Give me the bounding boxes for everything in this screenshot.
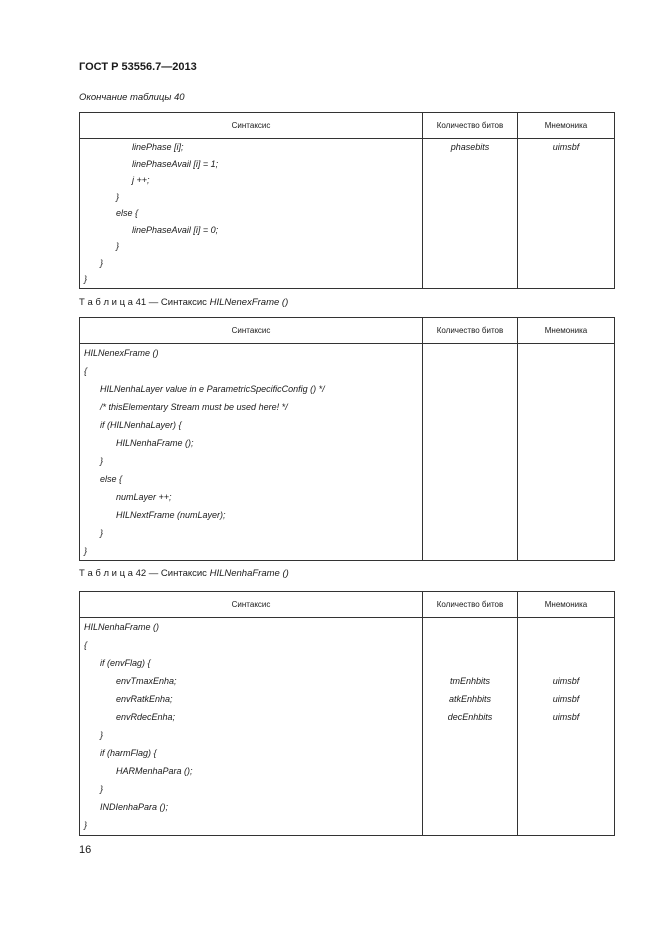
column-header-bits: Количество битов xyxy=(423,113,518,139)
table-41 xyxy=(79,317,615,561)
mnemonic-value xyxy=(518,798,614,816)
mnemonic-value: uimsbf xyxy=(552,142,580,152)
mnemonic-value xyxy=(518,618,614,636)
mnemonic-value xyxy=(518,362,614,380)
column-header-mnemonic: Мнемоника xyxy=(518,318,615,344)
bits-value xyxy=(423,416,517,434)
bits-value xyxy=(423,488,517,506)
syntax-line: if (harmFlag) { xyxy=(100,748,157,758)
syntax-line: envRatkEnha; xyxy=(116,694,173,704)
column-header-syntax: Синтаксис xyxy=(80,318,423,344)
mnemonic-value xyxy=(518,524,614,542)
syntax-line: else { xyxy=(116,208,139,218)
mnemonic-value xyxy=(518,380,614,398)
bits-value xyxy=(423,726,517,744)
mnemonic-value xyxy=(518,344,614,362)
bits-value xyxy=(423,654,517,672)
mnemonic-value xyxy=(518,816,614,834)
bits-value xyxy=(423,470,517,488)
column-header-bits: Количество битов xyxy=(423,318,518,344)
syntax-cell xyxy=(80,344,423,561)
bits-value xyxy=(423,434,517,452)
bits-cell xyxy=(423,618,518,836)
bits-value xyxy=(423,452,517,470)
table-40-caption: Окончание таблицы 40 xyxy=(79,92,185,103)
mnemonic-value xyxy=(518,271,614,288)
mnemonic-value xyxy=(518,255,614,272)
syntax-line: } xyxy=(116,241,120,251)
mnemonic-value xyxy=(518,156,614,173)
syntax-line: linePhase [i]; xyxy=(132,142,184,152)
mnemonic-cell xyxy=(518,344,615,561)
mnemonic-value xyxy=(518,452,614,470)
bits-value xyxy=(423,762,517,780)
bits-value xyxy=(423,238,517,255)
mnemonic-value xyxy=(518,205,614,222)
column-header-bits: Количество битов xyxy=(423,592,518,618)
table-42-caption-name: HILNenhaFrame () xyxy=(209,568,289,579)
bits-cell xyxy=(423,139,518,289)
syntax-cell xyxy=(80,618,423,836)
mnemonic-value: uimsbf xyxy=(552,676,580,686)
syntax-line: { xyxy=(84,366,88,376)
mnemonic-value xyxy=(518,542,614,560)
syntax-line: } xyxy=(100,784,104,794)
bits-value xyxy=(423,222,517,239)
syntax-line: envRdecEnha; xyxy=(116,712,176,722)
table-42 xyxy=(79,591,615,836)
syntax-cell xyxy=(80,139,423,289)
mnemonic-value xyxy=(518,780,614,798)
bits-value xyxy=(423,542,517,560)
bits-value xyxy=(423,271,517,288)
bits-value xyxy=(423,362,517,380)
bits-value xyxy=(423,780,517,798)
mnemonic-value xyxy=(518,222,614,239)
table-41-caption-name: HILNenexFrame () xyxy=(209,297,289,308)
syntax-line: numLayer ++; xyxy=(116,492,172,502)
mnemonic-value xyxy=(518,762,614,780)
table-42-caption xyxy=(79,568,289,579)
mnemonic-cell xyxy=(518,618,615,836)
mnemonic-value xyxy=(518,470,614,488)
bits-value xyxy=(423,255,517,272)
bits-value xyxy=(423,816,517,834)
bits-value: atkEnhbits xyxy=(448,694,492,704)
mnemonic-value xyxy=(518,434,614,452)
table-41-caption-prefix: Т а б л и ц а 41 — Синтаксис xyxy=(79,297,210,308)
mnemonic-value: uimsbf xyxy=(552,694,580,704)
bits-value xyxy=(423,398,517,416)
mnemonic-value xyxy=(518,744,614,762)
bits-value xyxy=(423,744,517,762)
bits-value xyxy=(423,380,517,398)
column-header-mnemonic: Мнемоника xyxy=(518,113,615,139)
syntax-line: j ++; xyxy=(132,175,150,185)
syntax-line: HILNextFrame (numLayer); xyxy=(116,510,226,520)
mnemonic-value xyxy=(518,416,614,434)
mnemonic-value: uimsbf xyxy=(552,712,580,722)
syntax-line: HILNenhaLayer value in e ParametricSpecificConfig () */ xyxy=(100,384,325,394)
page-number: 16 xyxy=(79,844,92,856)
bits-value xyxy=(423,156,517,173)
syntax-line: HILNenexFrame () xyxy=(84,348,159,358)
bits-value xyxy=(423,506,517,524)
syntax-line: } xyxy=(84,546,88,556)
syntax-line: HILNenhaFrame (); xyxy=(116,438,194,448)
syntax-line: } xyxy=(84,274,88,284)
mnemonic-value xyxy=(518,636,614,654)
mnemonic-value xyxy=(518,238,614,255)
syntax-line: INDIenhaPara (); xyxy=(100,802,169,812)
bits-value xyxy=(423,524,517,542)
column-header-syntax: Синтаксис xyxy=(80,113,423,139)
mnemonic-value xyxy=(518,189,614,206)
bits-value xyxy=(423,344,517,362)
mnemonic-cell xyxy=(518,139,615,289)
document-header: ГОСТ Р 53556.7—2013 xyxy=(79,61,197,73)
mnemonic-value xyxy=(518,398,614,416)
bits-value xyxy=(423,189,517,206)
syntax-line: } xyxy=(84,820,88,830)
table-41-caption xyxy=(79,297,288,308)
mnemonic-value xyxy=(518,488,614,506)
bits-value: decEnhbits xyxy=(447,712,493,722)
bits-value: tmEnhbits xyxy=(449,676,491,686)
syntax-line: linePhaseAvail [i] = 0; xyxy=(132,224,219,235)
bits-value xyxy=(423,636,517,654)
table-40 xyxy=(79,112,615,289)
bits-value xyxy=(423,172,517,189)
syntax-line: { xyxy=(84,640,88,650)
column-header-mnemonic: Мнемоника xyxy=(518,592,615,618)
syntax-line: } xyxy=(100,528,104,538)
bits-value: phasebits xyxy=(450,142,490,152)
syntax-line: /* thisElementary Stream must be used here! */ xyxy=(100,402,288,412)
syntax-line: HILNenhaFrame () xyxy=(84,622,160,632)
syntax-line: HARMenhaPara (); xyxy=(116,766,193,776)
mnemonic-value xyxy=(518,654,614,672)
bits-cell xyxy=(423,344,518,561)
syntax-line: envTmaxEnha; xyxy=(116,676,177,686)
mnemonic-value xyxy=(518,172,614,189)
syntax-line: } xyxy=(100,456,104,466)
mnemonic-value xyxy=(518,726,614,744)
syntax-line: } xyxy=(100,257,104,268)
syntax-line: } xyxy=(116,191,120,202)
bits-value xyxy=(423,618,517,636)
syntax-line: } xyxy=(100,730,104,740)
syntax-line: if (envFlag) { xyxy=(100,658,151,668)
bits-value xyxy=(423,798,517,816)
table-42-caption-prefix: Т а б л и ц а 42 — Синтаксис xyxy=(79,568,210,579)
syntax-line: linePhaseAvail [i] = 1; xyxy=(132,158,219,169)
syntax-line: if (HILNenhaLayer) { xyxy=(100,420,182,430)
mnemonic-value xyxy=(518,506,614,524)
column-header-syntax: Синтаксис xyxy=(80,592,423,618)
bits-value xyxy=(423,205,517,222)
syntax-line: else { xyxy=(100,474,123,484)
